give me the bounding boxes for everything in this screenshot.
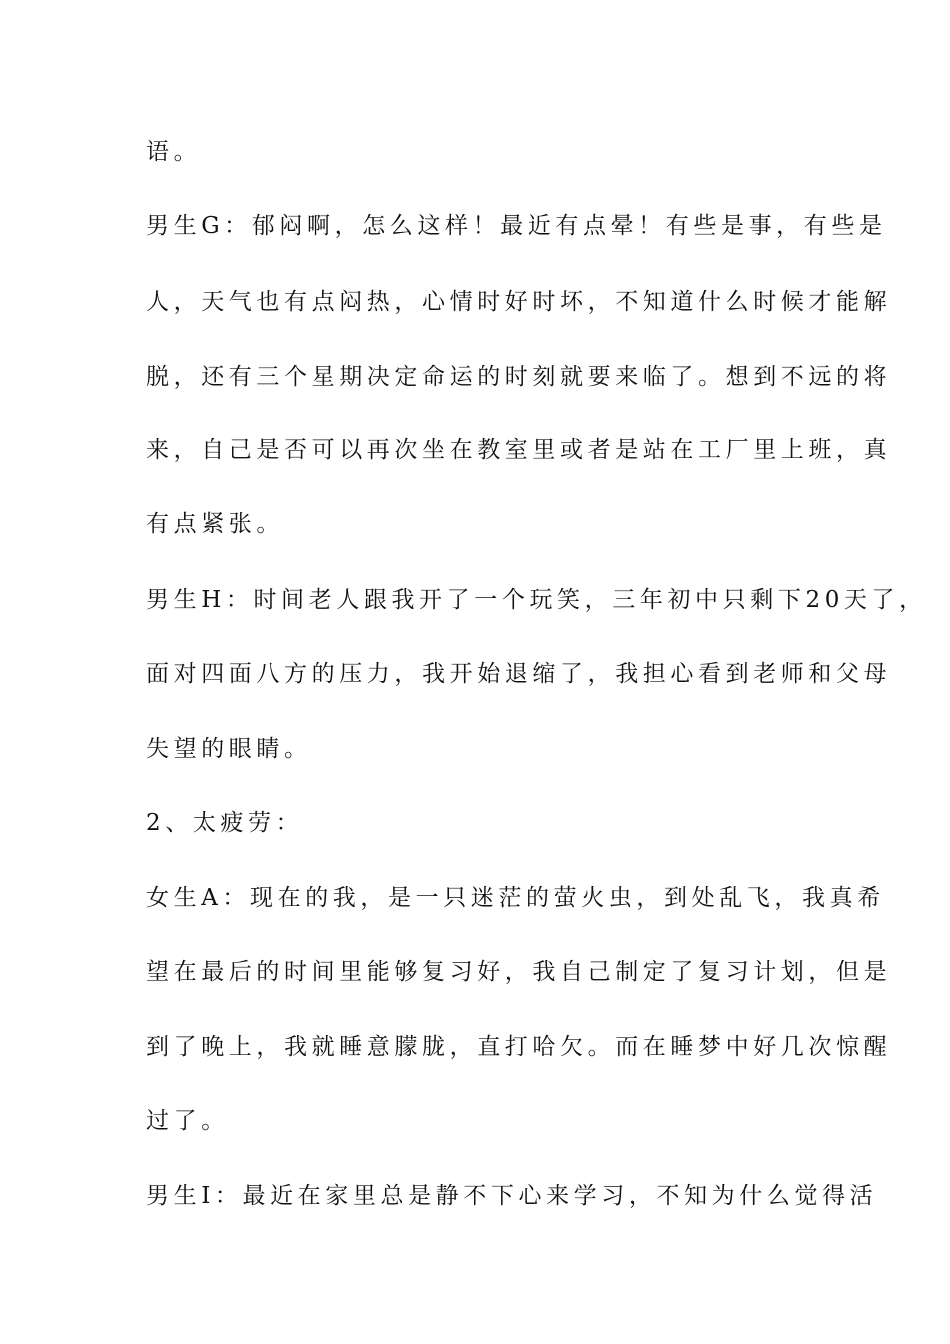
text-line: 女生A：现在的我，是一只迷茫的萤火虫，到处乱飞，我真希 (146, 885, 885, 911)
text-line: 男生G：郁闷啊，怎么这样！最近有点晕！有些是事，有些是 (146, 213, 887, 239)
text-line: 有点紧张。 (146, 511, 284, 537)
text-line: 过了。 (146, 1108, 229, 1134)
text-line: 面对四面八方的压力，我开始退缩了，我担心看到老师和父母 (146, 661, 892, 687)
text-line: 来，自己是否可以再次坐在教室里或者是站在工厂里上班，真 (146, 437, 892, 463)
text-line: 人，天气也有点闷热，心情时好时坏，不知道什么时候才能解 (146, 289, 892, 315)
text-line: 脱，还有三个星期决定命运的时刻就要来临了。想到不远的将 (146, 364, 892, 390)
section-heading: 2、太疲劳： (146, 810, 304, 836)
text-line: 男生I：最近在家里总是静不下心来学习，不知为什么觉得活 (146, 1183, 878, 1209)
text-line: 语。 (146, 139, 202, 165)
text-line: 望在最后的时间里能够复习好，我自己制定了复习计划，但是 (146, 959, 892, 985)
text-line: 到了晚上，我就睡意朦胧，直打哈欠。而在睡梦中好几次惊醒 (146, 1034, 892, 1060)
text-line: 男生H：时间老人跟我开了一个玩笑，三年初中只剩下20天了， (146, 587, 927, 613)
text-line: 失望的眼睛。 (146, 736, 312, 762)
